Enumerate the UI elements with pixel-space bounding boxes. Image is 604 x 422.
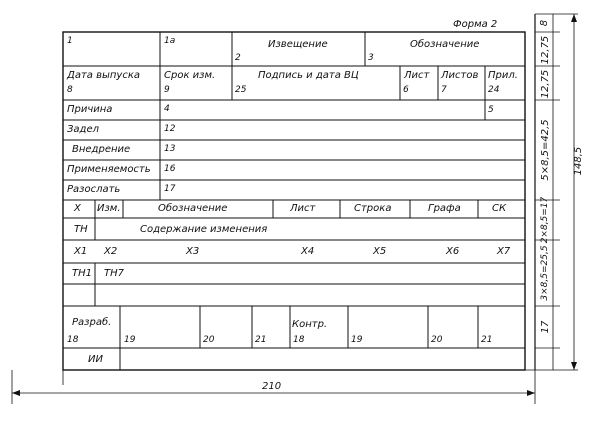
form-title: Форма 2 — [453, 19, 498, 30]
developed-label: Разраб. — [72, 317, 112, 328]
sheet-label: Лист — [404, 70, 430, 81]
release-date-label: Дата выпуска — [67, 70, 140, 81]
ii-label: ИИ — [88, 354, 103, 365]
th-label: ТН — [74, 224, 88, 235]
cell-25: 25 — [235, 85, 247, 95]
cell-13: 13 — [164, 144, 176, 154]
x4-label: Х4 — [301, 246, 315, 257]
col-sk: СК — [492, 203, 507, 214]
change-content-label: Содержание изменения — [140, 224, 268, 235]
x7-label: Х7 — [497, 246, 511, 257]
dim-210: 210 — [262, 381, 282, 392]
dim-425: 5×8,5=42,5 — [540, 119, 551, 181]
cell-17: 17 — [164, 184, 176, 194]
cell-4: 4 — [164, 104, 170, 114]
col-izm: Изм. — [97, 203, 121, 214]
cell-9: 9 — [164, 85, 170, 95]
cell-3: 3 — [368, 53, 374, 63]
dim-1275-b: 12,75 — [540, 69, 551, 99]
sheets-label: Листов — [441, 70, 479, 81]
col-line: Строка — [354, 203, 392, 214]
sign-date-label: Подпись и дата ВЦ — [258, 70, 359, 81]
x1-label: Х1 — [74, 246, 88, 257]
cell-5: 5 — [488, 105, 494, 115]
cell-7: 7 — [441, 85, 447, 95]
cell-2: 2 — [235, 53, 241, 63]
cell-18b: 18 — [293, 335, 305, 345]
designation-label: Обозначение — [410, 39, 480, 50]
x5-label: Х5 — [373, 246, 387, 257]
x2-label: Х2 — [104, 246, 118, 257]
cell-24: 24 — [488, 85, 500, 95]
th1-label: ТН1 — [72, 268, 92, 279]
dim-1275-a: 12,75 — [540, 35, 551, 65]
cell-8: 8 — [67, 85, 73, 95]
col-x: Х — [74, 203, 81, 214]
cell-1: 1 — [67, 36, 73, 46]
distribute-label: Разослать — [67, 184, 121, 195]
reason-label: Причина — [67, 104, 113, 115]
cell-20b: 20 — [431, 335, 443, 345]
dim-1485: 148,5 — [573, 146, 584, 176]
dim-17-b: 17 — [540, 320, 551, 334]
cell-19a: 19 — [124, 335, 136, 345]
cell-19b: 19 — [351, 335, 363, 345]
th7-label: ТН7 — [104, 268, 124, 279]
cell-1a: 1а — [164, 36, 176, 46]
applicability-label: Применяемость — [67, 164, 151, 175]
cell-18a: 18 — [67, 335, 79, 345]
notice-label: Извещение — [268, 39, 328, 50]
cell-21b: 21 — [481, 335, 493, 345]
cell-20a: 20 — [203, 335, 215, 345]
dim-255: 3×8,5=25,5 — [540, 245, 550, 301]
cell-16: 16 — [164, 164, 176, 174]
cell-21a: 21 — [255, 335, 267, 345]
x6-label: Х6 — [446, 246, 460, 257]
dim-8: 8 — [539, 19, 550, 27]
appendix-label: Прил. — [488, 70, 518, 81]
dim-17-a: 2×8,5=17 — [540, 196, 550, 244]
col-sheet: Лист — [290, 203, 316, 214]
cell-12: 12 — [164, 124, 176, 134]
x3-label: Х3 — [186, 246, 200, 257]
col-designation: Обозначение — [158, 203, 228, 214]
change-term-label: Срок изм. — [164, 70, 216, 81]
implementation-label: Внедрение — [72, 144, 131, 155]
backlog-label: Задел — [67, 124, 99, 135]
cell-6: 6 — [403, 85, 409, 95]
col-column: Графа — [428, 203, 461, 214]
control-label: Контр. — [292, 319, 328, 330]
